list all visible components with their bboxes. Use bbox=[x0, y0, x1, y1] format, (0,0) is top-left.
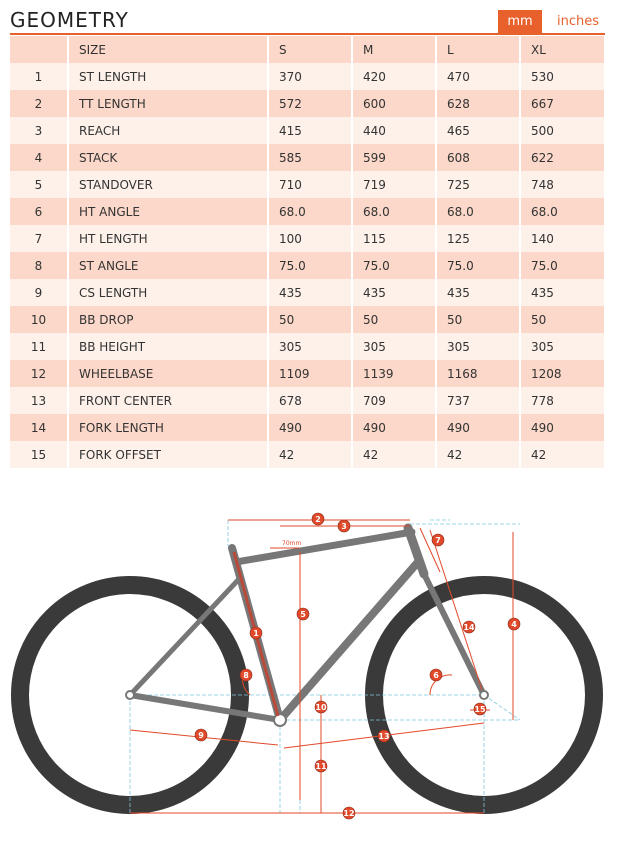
row-number: 12 bbox=[10, 360, 68, 387]
row-number: 5 bbox=[10, 171, 68, 198]
measurement-value: 599 bbox=[352, 144, 436, 171]
row-number: 9 bbox=[10, 279, 68, 306]
measurement-value: 68.0 bbox=[268, 198, 352, 225]
table-row bbox=[10, 414, 605, 441]
measurement-value: 725 bbox=[436, 171, 520, 198]
measurement-value: 75.0 bbox=[520, 252, 605, 279]
measurement-value: 709 bbox=[352, 387, 436, 414]
measurement-value: 305 bbox=[520, 333, 605, 360]
measurement-name: HT ANGLE bbox=[68, 198, 268, 225]
svg-text:9: 9 bbox=[198, 731, 204, 740]
measurement-value: 778 bbox=[520, 387, 605, 414]
column-header-size: SIZE bbox=[68, 36, 268, 63]
dimension-marker-11 bbox=[315, 760, 327, 772]
measurement-name: ST LENGTH bbox=[68, 63, 268, 90]
table-row bbox=[10, 441, 605, 468]
svg-text:12: 12 bbox=[343, 809, 355, 818]
measurement-value: 50 bbox=[436, 306, 520, 333]
svg-text:7: 7 bbox=[435, 536, 441, 545]
table-row bbox=[10, 63, 605, 90]
measurement-value: 42 bbox=[436, 441, 520, 468]
row-number: 10 bbox=[10, 306, 68, 333]
svg-text:10: 10 bbox=[315, 703, 327, 712]
table-row bbox=[10, 144, 605, 171]
measurement-value: 435 bbox=[436, 279, 520, 306]
measurement-name: STANDOVER bbox=[68, 171, 268, 198]
dimension-marker-3 bbox=[338, 520, 350, 532]
dimension-marker-9 bbox=[195, 729, 207, 741]
measurement-value: 500 bbox=[520, 117, 605, 144]
svg-text:1: 1 bbox=[253, 629, 259, 638]
measurement-value: 490 bbox=[268, 414, 352, 441]
table-row bbox=[10, 306, 605, 333]
svg-text:14: 14 bbox=[463, 623, 475, 632]
measurement-value: 622 bbox=[520, 144, 605, 171]
measurement-value: 530 bbox=[520, 63, 605, 90]
row-number: 6 bbox=[10, 198, 68, 225]
measurement-value: 572 bbox=[268, 90, 352, 117]
page-title: GEOMETRY bbox=[10, 8, 129, 32]
measurement-name: HT LENGTH bbox=[68, 225, 268, 252]
measurement-value: 435 bbox=[352, 279, 436, 306]
measurement-value: 608 bbox=[436, 144, 520, 171]
measurement-value: 490 bbox=[436, 414, 520, 441]
measurement-value: 305 bbox=[436, 333, 520, 360]
row-number: 1 bbox=[10, 63, 68, 90]
measurement-value: 370 bbox=[268, 63, 352, 90]
measurement-value: 1109 bbox=[268, 360, 352, 387]
measurement-name: TT LENGTH bbox=[68, 90, 268, 117]
measurement-value: 667 bbox=[520, 90, 605, 117]
svg-text:5: 5 bbox=[300, 610, 306, 619]
dimension-marker-1 bbox=[250, 627, 262, 639]
measurement-value: 305 bbox=[352, 333, 436, 360]
measurement-value: 75.0 bbox=[268, 252, 352, 279]
header-divider bbox=[10, 33, 605, 35]
svg-text:2: 2 bbox=[315, 515, 321, 524]
geometry-header bbox=[10, 6, 605, 34]
measurement-value: 435 bbox=[520, 279, 605, 306]
row-number: 15 bbox=[10, 441, 68, 468]
table-row bbox=[10, 198, 605, 225]
measurement-value: 125 bbox=[436, 225, 520, 252]
measurement-value: 50 bbox=[352, 306, 436, 333]
bottom-bracket bbox=[274, 714, 286, 726]
chain-stay bbox=[130, 695, 280, 720]
measurement-value: 490 bbox=[520, 414, 605, 441]
measurement-name: FRONT CENTER bbox=[68, 387, 268, 414]
front-axle bbox=[480, 691, 488, 699]
table-row bbox=[10, 360, 605, 387]
column-header-xl: XL bbox=[520, 36, 605, 63]
bike-geometry-diagram bbox=[0, 500, 625, 859]
measurement-value: 305 bbox=[268, 333, 352, 360]
dimension-marker-2 bbox=[312, 513, 324, 525]
table-row bbox=[10, 117, 605, 144]
offset-label: 70mm bbox=[282, 540, 302, 547]
bike-diagram-svg bbox=[0, 500, 625, 859]
measurement-value: 719 bbox=[352, 171, 436, 198]
svg-text:4: 4 bbox=[511, 620, 517, 629]
table-row bbox=[10, 279, 605, 306]
svg-text:6: 6 bbox=[433, 671, 439, 680]
measurement-value: 420 bbox=[352, 63, 436, 90]
measurement-value: 68.0 bbox=[352, 198, 436, 225]
measurement-value: 50 bbox=[520, 306, 605, 333]
measurement-value: 50 bbox=[268, 306, 352, 333]
dimension-marker-14 bbox=[463, 621, 475, 633]
svg-text:11: 11 bbox=[315, 762, 327, 771]
measurement-name: BB HEIGHT bbox=[68, 333, 268, 360]
row-number: 11 bbox=[10, 333, 68, 360]
measurement-name: FORK OFFSET bbox=[68, 441, 268, 468]
measurement-name: STACK bbox=[68, 144, 268, 171]
measurement-value: 585 bbox=[268, 144, 352, 171]
table-row bbox=[10, 333, 605, 360]
row-number: 7 bbox=[10, 225, 68, 252]
measurement-value: 100 bbox=[268, 225, 352, 252]
column-header-l: L bbox=[436, 36, 520, 63]
table-row bbox=[10, 225, 605, 252]
measurement-value: 737 bbox=[436, 387, 520, 414]
column-header-s: S bbox=[268, 36, 352, 63]
rear-axle bbox=[126, 691, 134, 699]
row-number: 3 bbox=[10, 117, 68, 144]
unit-mm-button[interactable]: mm bbox=[498, 10, 542, 33]
svg-text:13: 13 bbox=[378, 732, 390, 741]
measurement-value: 75.0 bbox=[436, 252, 520, 279]
measurement-value: 748 bbox=[520, 171, 605, 198]
dimension-marker-7 bbox=[432, 534, 444, 546]
dimension-marker-12 bbox=[343, 807, 355, 819]
measurement-value: 1139 bbox=[352, 360, 436, 387]
measurement-value: 435 bbox=[268, 279, 352, 306]
measurement-value: 678 bbox=[268, 387, 352, 414]
measurement-value: 490 bbox=[352, 414, 436, 441]
top-tube bbox=[236, 532, 412, 562]
row-number: 14 bbox=[10, 414, 68, 441]
column-header bbox=[10, 36, 68, 63]
geometry-table bbox=[10, 36, 606, 468]
svg-text:15: 15 bbox=[474, 705, 486, 714]
dimension-marker-6 bbox=[430, 669, 442, 681]
measurement-value: 68.0 bbox=[436, 198, 520, 225]
measurement-name: WHEELBASE bbox=[68, 360, 268, 387]
measurement-name: REACH bbox=[68, 117, 268, 144]
table-row bbox=[10, 90, 605, 117]
row-number: 13 bbox=[10, 387, 68, 414]
measurement-name: BB DROP bbox=[68, 306, 268, 333]
table-header-row bbox=[10, 36, 605, 63]
measurement-name: CS LENGTH bbox=[68, 279, 268, 306]
measurement-value: 710 bbox=[268, 171, 352, 198]
measurement-value: 68.0 bbox=[520, 198, 605, 225]
dimension-marker-4 bbox=[508, 618, 520, 630]
table-row bbox=[10, 171, 605, 198]
measurement-value: 440 bbox=[352, 117, 436, 144]
measurement-name: FORK LENGTH bbox=[68, 414, 268, 441]
dimension-marker-13 bbox=[378, 730, 390, 742]
row-number: 8 bbox=[10, 252, 68, 279]
measurement-value: 465 bbox=[436, 117, 520, 144]
bike-frame bbox=[130, 528, 484, 720]
measurement-value: 42 bbox=[268, 441, 352, 468]
measurement-value: 1168 bbox=[436, 360, 520, 387]
measurement-value: 115 bbox=[352, 225, 436, 252]
measurement-value: 140 bbox=[520, 225, 605, 252]
svg-text:8: 8 bbox=[243, 671, 249, 680]
row-number: 4 bbox=[10, 144, 68, 171]
measurement-name: ST ANGLE bbox=[68, 252, 268, 279]
measurement-value: 1208 bbox=[520, 360, 605, 387]
measurement-value: 42 bbox=[520, 441, 605, 468]
dimension-marker-8 bbox=[240, 669, 252, 681]
svg-text:3: 3 bbox=[341, 522, 347, 531]
measurement-value: 628 bbox=[436, 90, 520, 117]
dimension-marker-5 bbox=[297, 608, 309, 620]
column-header-m: M bbox=[352, 36, 436, 63]
table-row bbox=[10, 252, 605, 279]
measurement-value: 415 bbox=[268, 117, 352, 144]
measurement-value: 470 bbox=[436, 63, 520, 90]
measurement-value: 75.0 bbox=[352, 252, 436, 279]
dimension-marker-15 bbox=[474, 703, 486, 715]
unit-inches-button[interactable]: inches bbox=[556, 14, 599, 29]
table-row bbox=[10, 387, 605, 414]
measurement-value: 600 bbox=[352, 90, 436, 117]
row-number: 2 bbox=[10, 90, 68, 117]
measurement-value: 42 bbox=[352, 441, 436, 468]
dimension-marker-10 bbox=[315, 701, 327, 713]
